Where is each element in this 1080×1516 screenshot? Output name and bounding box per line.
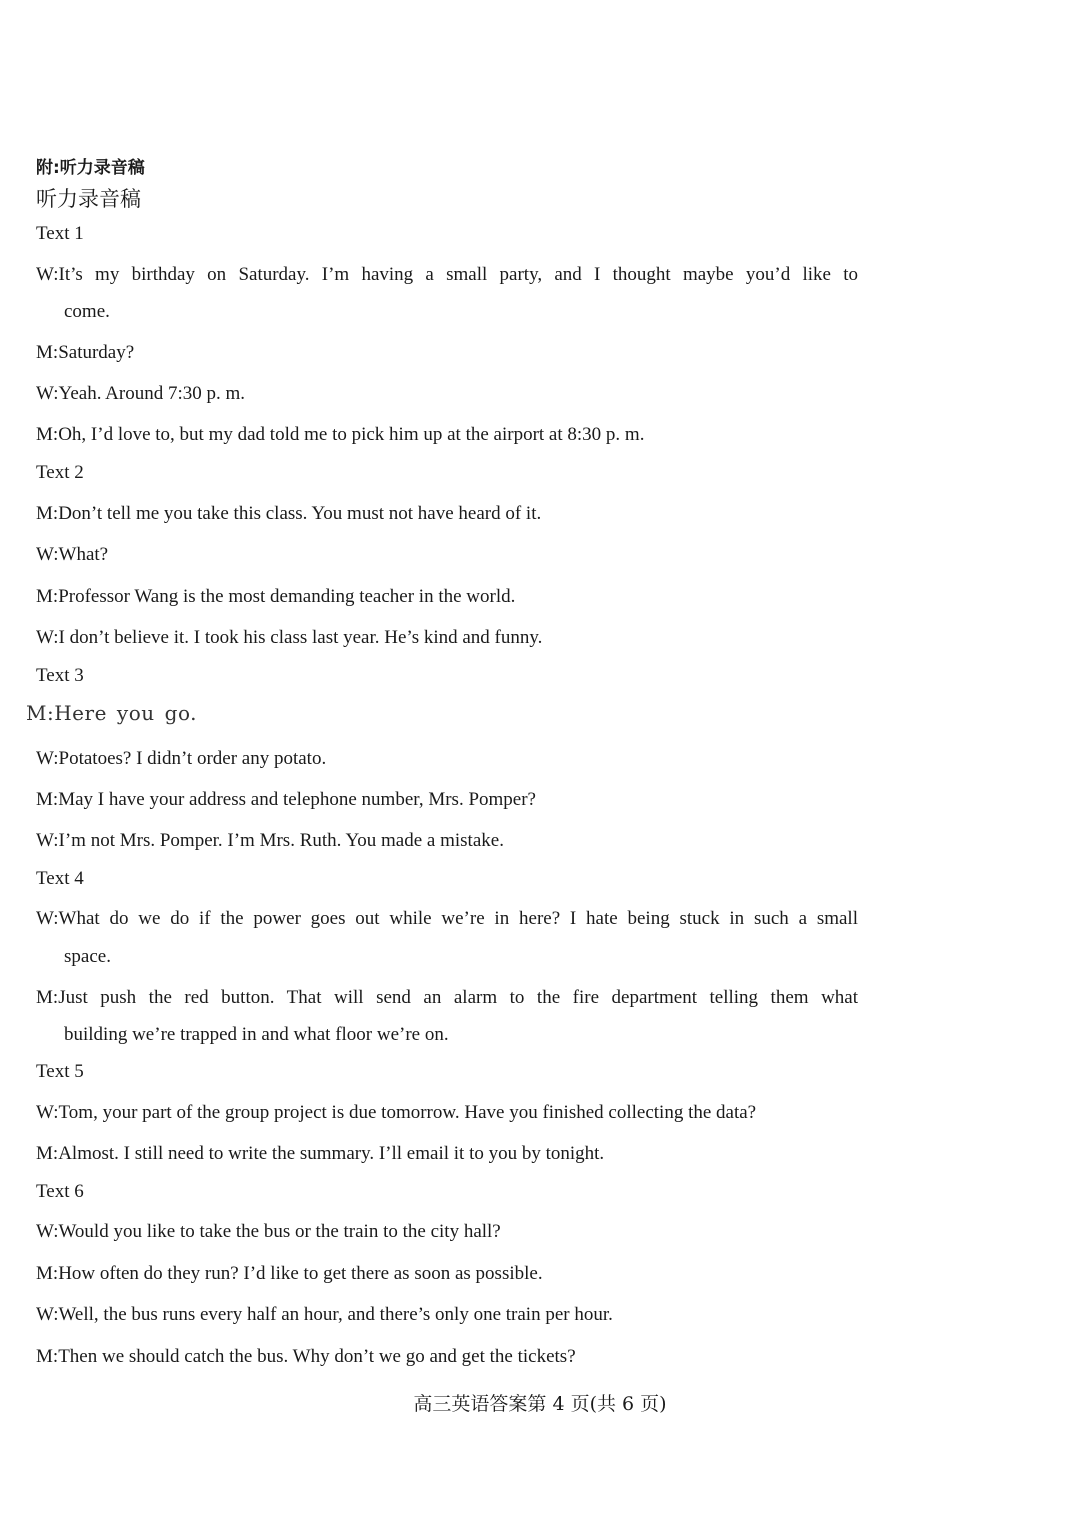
utterance: Yeah. Around 7:30 p. m. — [58, 383, 246, 404]
utterance: What do we do if the power goes out while we’re in here? I hate being stuck in such a small — [58, 908, 858, 929]
speaker: W — [36, 627, 54, 648]
appendix-label: 附:听力录音稿 — [36, 158, 145, 178]
utterance: Oh, I’d love to, but my dad told me to pick him up at the airport at 8:30 p. m. — [58, 424, 645, 445]
section-heading: Text 5 — [36, 1061, 84, 1082]
speaker: M — [26, 701, 47, 725]
section-heading: Text 1 — [36, 223, 84, 244]
speaker: W — [36, 1102, 54, 1123]
utterance: Just push the red button. That will send an alarm to the fire department telling them what — [58, 987, 858, 1008]
word: you — [116, 701, 155, 725]
speaker: M — [36, 789, 53, 810]
speaker: W — [36, 908, 54, 929]
word: go. — [164, 701, 198, 725]
transcript-title: 听力录音稿 — [36, 187, 141, 211]
utterance: Saturday? — [58, 342, 135, 363]
dialogue-line: M:Just push the red button. That will send an alarm to the fire department telling them what — [36, 987, 858, 1008]
speaker: M — [36, 1263, 53, 1284]
dialogue-line: W:Would you like to take the bus or the train to the city hall? — [36, 1221, 501, 1242]
speaker: M — [36, 424, 53, 445]
speaker: W — [36, 1304, 54, 1325]
utterance: I don’t believe it. I took his class last year. He’s kind and funny. — [58, 627, 543, 648]
section-heading: Text 4 — [36, 868, 84, 889]
dialogue-line: M:Then we should catch the bus. Why don’t we go and get the tickets? — [36, 1346, 576, 1367]
speaker: M — [36, 1143, 53, 1164]
utterance: How often do they run? I’d like to get there as soon as possible. — [58, 1263, 543, 1284]
dialogue-line: W:What? — [36, 544, 109, 565]
speaker: M — [36, 503, 53, 524]
dialogue-continuation: space. — [64, 946, 111, 967]
utterance: Then we should catch the bus. Why don’t we go and get the tickets? — [58, 1346, 576, 1367]
utterance: I’m not Mrs. Pomper. I’m Mrs. Ruth. You made a mistake. — [58, 830, 504, 851]
dialogue-continuation: come. — [64, 301, 110, 322]
utterance: May I have your address and telephone number, Mrs. Pomper? — [58, 789, 536, 810]
utterance: Tom, your part of the group project is due tomorrow. Have you finished collecting the data? — [58, 1102, 757, 1123]
word: Here — [54, 701, 107, 725]
dialogue-line: W:Potatoes? I didn’t order any potato. — [36, 748, 327, 769]
dialogue-line: M:How often do they run? I’d like to get there as soon as possible. — [36, 1263, 543, 1284]
speaker: W — [36, 1221, 54, 1242]
speaker: W — [36, 383, 54, 404]
dialogue-line: W:It’s my birthday on Saturday. I’m having a small party, and I thought maybe you’d like to — [36, 264, 858, 285]
dialogue-line: W:Yeah. Around 7:30 p. m. — [36, 383, 246, 404]
speaker: M — [36, 342, 53, 363]
utterance: Would you like to take the bus or the train to the city hall? — [58, 1221, 501, 1242]
section-heading: Text 2 — [36, 462, 84, 483]
speaker: W — [36, 544, 54, 565]
dialogue-line: W:I’m not Mrs. Pomper. I’m Mrs. Ruth. You made a mistake. — [36, 830, 504, 851]
utterance: Don’t tell me you take this class. You must not have heard of it. — [58, 503, 542, 524]
speaker: M — [36, 586, 53, 607]
utterance: Potatoes? I didn’t order any potato. — [58, 748, 327, 769]
dialogue-line: W:Well, the bus runs every half an hour, and there’s only one train per hour. — [36, 1304, 613, 1325]
section-heading: Text 3 — [36, 665, 84, 686]
dialogue-line-odd: M:Here you go. — [26, 701, 198, 725]
utterance: Well, the bus runs every half an hour, and there’s only one train per hour. — [58, 1304, 613, 1325]
utterance: Professor Wang is the most demanding teacher in the world. — [58, 586, 516, 607]
speaker: W — [36, 830, 54, 851]
dialogue-line: M:Saturday? — [36, 342, 135, 363]
dialogue-continuation: building we’re trapped in and what floor we’re on. — [64, 1024, 449, 1045]
dialogue-line: M:Oh, I’d love to, but my dad told me to pick him up at the airport at 8:30 p. m. — [36, 424, 645, 445]
section-heading: Text 6 — [36, 1181, 84, 1202]
utterance: It’s my birthday on Saturday. I’m having a small party, and I thought maybe you’d like to — [58, 264, 858, 285]
page-footer: 高三英语答案第 4 页(共 6 页) — [413, 1393, 667, 1415]
dialogue-line: W:I don’t believe it. I took his class last year. He’s kind and funny. — [36, 627, 543, 648]
dialogue-line: M:Don’t tell me you take this class. You must not have heard of it. — [36, 503, 542, 524]
utterance: Almost. I still need to write the summary. I’ll email it to you by tonight. — [58, 1143, 605, 1164]
speaker: M — [36, 1346, 53, 1367]
dialogue-line: M:Almost. I still need to write the summary. I’ll email it to you by tonight. — [36, 1143, 605, 1164]
dialogue-line: M:Professor Wang is the most demanding teacher in the world. — [36, 586, 516, 607]
speaker: M — [36, 987, 53, 1008]
speaker: W — [36, 264, 54, 285]
dialogue-line: M:May I have your address and telephone number, Mrs. Pomper? — [36, 789, 536, 810]
speaker: W — [36, 748, 54, 769]
dialogue-line: W:Tom, your part of the group project is due tomorrow. Have you finished collecting the data? — [36, 1102, 757, 1123]
utterance: What? — [58, 544, 109, 565]
dialogue-line: W:What do we do if the power goes out while we’re in here? I hate being stuck in such a small — [36, 908, 858, 929]
